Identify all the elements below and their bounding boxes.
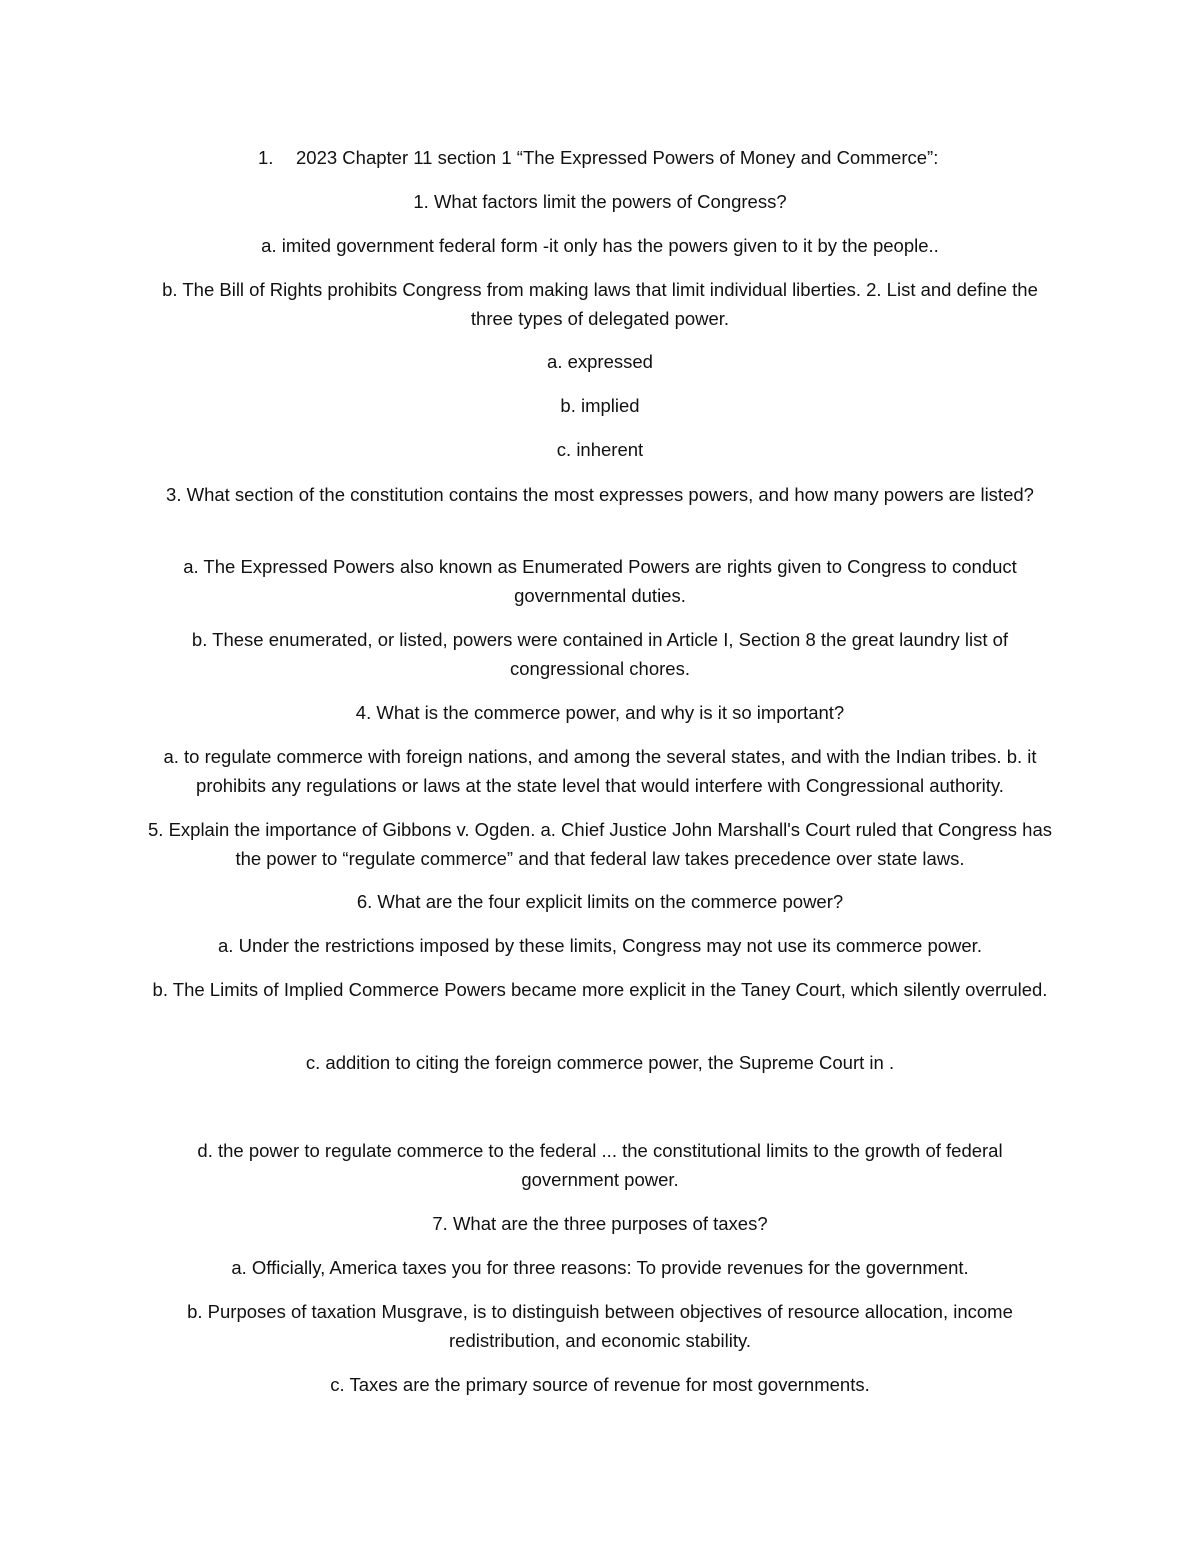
question-6: 6. What are the four explicit limits on the commerce power? [356,891,844,912]
question-5-answer: 5. Explain the importance of Gibbons v. Ogden. a. Chief Justice John Marshall's Court ruled that Congress has the power to “regulate commerce” and that federal law takes precedence over state laws. [148,819,1052,869]
heading-title: 2023 Chapter 11 section 1 “The Expressed Powers of Money and Commerce”: [296,147,939,168]
answer-1a: a. imited government federal form -it only has the powers given to it by the people.. [261,235,939,256]
question-3: 3. What section of the constitution contains the most expresses powers, and how many powers are listed? [166,484,1034,505]
answer-6a: a. Under the restrictions imposed by these limits, Congress may not use its commerce power. [218,935,982,956]
answer-4ab: a. to regulate commerce with foreign nations, and among the several states, and with the Indian tribes. b. it prohibits any regulations or laws at the state level that would interfere with Congressional authority. [163,746,1037,796]
answer-2a: a. expressed [547,351,653,372]
answer-7b: b. Purposes of taxation Musgrave, is to distinguish between objectives of resource allocation, income redistribution, and economic stability. [187,1301,1013,1351]
answer-7a: a. Officially, America taxes you for three reasons: To provide revenues for the government. [231,1257,969,1278]
heading-number: 1. [258,147,274,168]
answer-2b: b. implied [560,395,640,416]
answer-6c: c. addition to citing the foreign commerce power, the Supreme Court in . [305,1052,895,1073]
answer-7c: c. Taxes are the primary source of revenue for most governments. [330,1374,870,1395]
question-1: 1. What factors limit the powers of Congress? [413,191,787,212]
answer-1b-question-2: b. The Bill of Rights prohibits Congress from making laws that limit individual liberties. 2. List and define the three types of delegated power. [162,279,1038,329]
answer-2c: c. inherent [556,439,644,460]
question-4: 4. What is the commerce power, and why is it so important? [355,702,845,723]
question-7: 7. What are the three purposes of taxes? [432,1213,768,1234]
answer-3b: b. These enumerated, or listed, powers were contained in Article I, Section 8 the great laundry list of congressional chores. [191,629,1009,679]
answer-6b: b. The Limits of Implied Commerce Powers became more explicit in the Taney Court, which silently overruled. [152,979,1048,1000]
answer-6d: d. the power to regulate commerce to the federal ... the constitutional limits to the growth of federal government power. [197,1140,1003,1190]
answer-3a: a. The Expressed Powers also known as Enumerated Powers are rights given to Congress to conduct governmental duties. [183,556,1017,606]
